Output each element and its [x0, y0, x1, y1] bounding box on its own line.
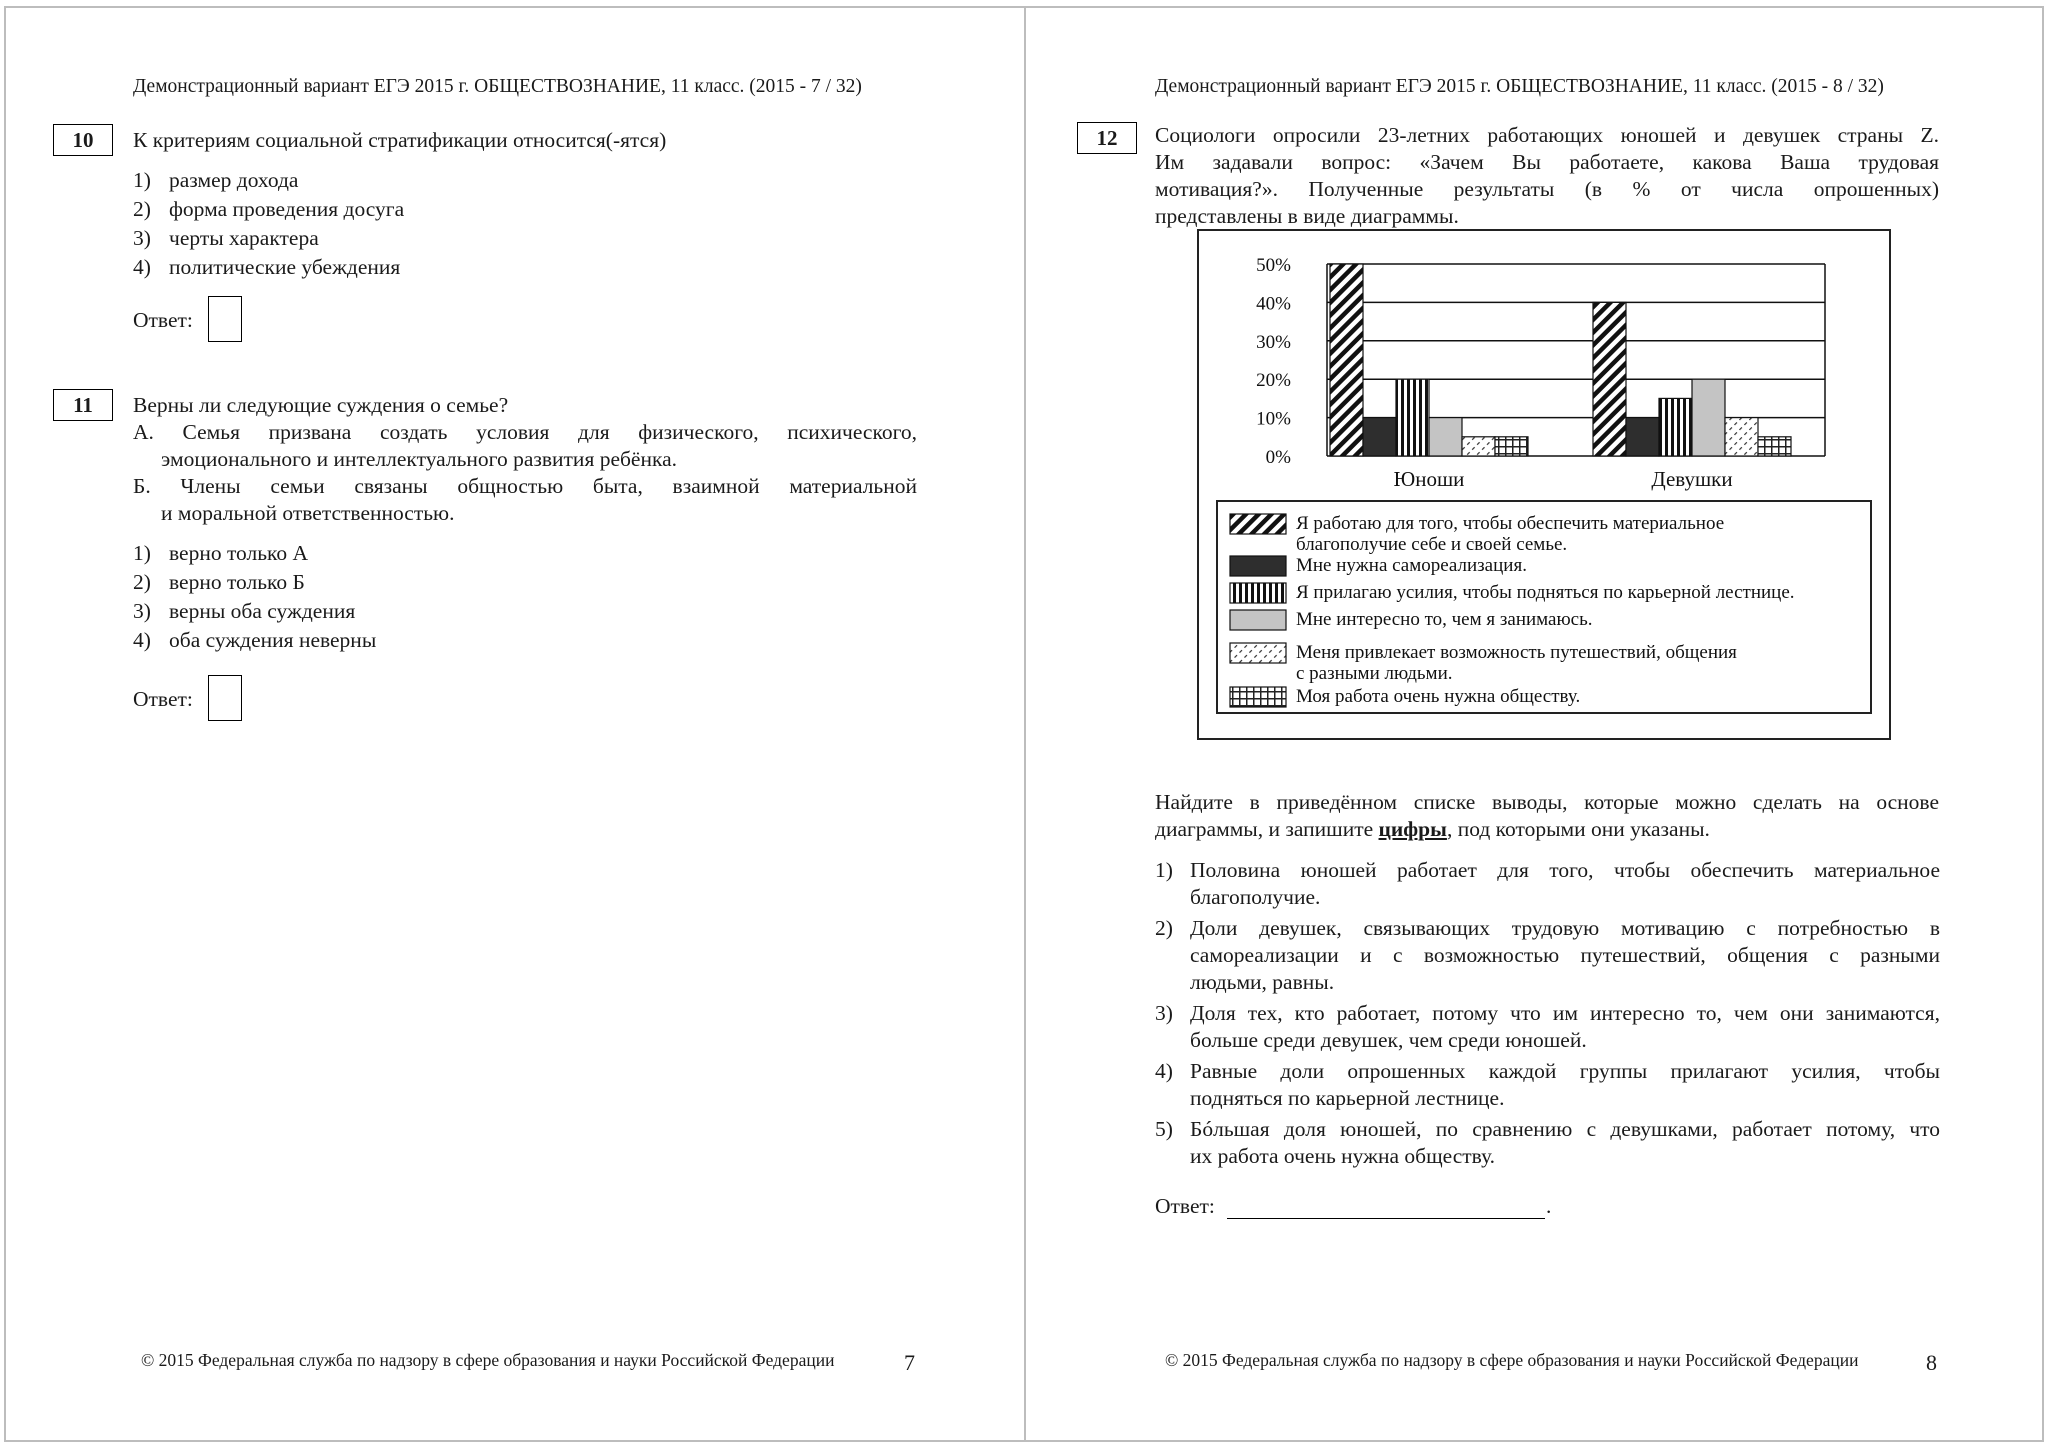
- option-item: 3) верны оба суждения: [133, 599, 356, 623]
- option-item: 2) верно только Б: [133, 570, 305, 594]
- digits-emphasis: цифры: [1378, 817, 1447, 841]
- legend-swatch: [1230, 556, 1286, 576]
- statement-text: Половина юношей работает для того, чтобы обеспечить материальное: [1190, 858, 1940, 882]
- legend-swatch: [1230, 514, 1286, 534]
- answer-line[interactable]: [1227, 1200, 1545, 1219]
- legend-label: Я прилагаю усилия, чтобы подняться по карьерной лестнице.: [1296, 582, 1795, 603]
- intro-line: Им задавали вопрос: «Зачем Вы работаете, какова Ваша трудовая: [1155, 150, 1939, 174]
- page-footer: © 2015 Федеральная служба по надзору в сфере образования и науки Российской Федерации: [141, 1350, 835, 1370]
- statement-number: 5): [1155, 1117, 1173, 1141]
- statement-number: 3): [1155, 1001, 1173, 1025]
- judgement-b: Б. Члены семьи связаны общностью быта, взаимной материальной: [133, 474, 917, 498]
- statement-number: 2): [1155, 916, 1173, 940]
- question-number-12: 12: [1077, 122, 1137, 154]
- bar: [1429, 418, 1462, 456]
- statement-text: больше среди девушек, чем среди юношей.: [1190, 1028, 1587, 1052]
- option-item: 4) оба суждения неверны: [133, 628, 377, 652]
- statement-text: Бóльшая доля юношей, по сравнению с девушками, работает потому, что: [1190, 1117, 1940, 1141]
- statement-text: Равные доли опрошенных каждой группы прилагают усилия, чтобы: [1190, 1059, 1940, 1083]
- bar: [1495, 437, 1528, 456]
- legend-swatch: [1230, 610, 1286, 630]
- answer-label: Ответ:: [1155, 1194, 1215, 1218]
- judgement-b-cont: и моральной ответственностью.: [161, 501, 455, 525]
- statement-text: людьми, равны.: [1190, 970, 1335, 994]
- option-item: 1) размер дохода: [133, 168, 299, 192]
- legend-label: Я работаю для того, чтобы обеспечить материальное: [1296, 513, 1725, 534]
- option-item: 2) форма проведения досуга: [133, 197, 405, 221]
- y-tick-label: 40%: [1256, 293, 1291, 315]
- statement-number: 4): [1155, 1059, 1173, 1083]
- legend-label: Моя работа очень нужна обществу.: [1296, 686, 1581, 707]
- answer-end: .: [1546, 1194, 1552, 1218]
- page-footer: © 2015 Федеральная служба по надзору в сфере образования и науки Российской Федерации: [1165, 1350, 1859, 1370]
- task-line: Найдите в приведённом списке выводы, которые можно сделать на основе: [1155, 790, 1939, 814]
- statement-text: Доля тех, кто работает, потому что им интересно то, чем они занимаются,: [1190, 1001, 1940, 1025]
- answer-box[interactable]: [208, 296, 242, 342]
- x-category-label: Девушки: [1651, 467, 1733, 491]
- question-text: К критериям социальной стратификации относится(-ятся): [133, 128, 667, 152]
- legend-swatch: [1230, 583, 1286, 603]
- legend-label: Меня привлекает возможность путешествий, общения: [1296, 642, 1737, 663]
- bar: [1659, 398, 1692, 456]
- page-header: Демонстрационный вариант ЕГЭ 2015 г. ОБЩЕСТВОЗНАНИЕ, 11 класс. (2015 - 7 / 32): [133, 76, 862, 97]
- intro-line: мотивация?». Полученные результаты (в % от числа опрошенных): [1155, 177, 1939, 201]
- page-number: 7: [904, 1350, 915, 1375]
- bar: [1725, 418, 1758, 456]
- statement-text: их работа очень нужна обществу.: [1190, 1144, 1496, 1168]
- legend-label: благополучие себе и своей семье.: [1296, 534, 1568, 555]
- y-tick-label: 10%: [1256, 408, 1291, 430]
- bar-chart: [1197, 229, 1891, 740]
- bar: [1363, 418, 1396, 456]
- bar: [1626, 418, 1659, 456]
- task-line: диаграммы, и запишите цифры, под которыми они указаны.: [1155, 817, 1710, 841]
- option-item: 1) верно только А: [133, 541, 309, 565]
- page-header: Демонстрационный вариант ЕГЭ 2015 г. ОБЩЕСТВОЗНАНИЕ, 11 класс. (2015 - 8 / 32): [1155, 76, 1884, 97]
- bar: [1758, 437, 1791, 456]
- option-item: 3) черты характера: [133, 226, 319, 250]
- question-number-11: 11: [53, 389, 113, 421]
- legend-swatch: [1230, 687, 1286, 707]
- y-tick-label: 50%: [1256, 255, 1291, 276]
- statement-text: благополучие.: [1190, 885, 1321, 909]
- intro-line: Социологи опросили 23-летних работающих юношей и девушек страны Z.: [1155, 123, 1939, 147]
- answer-box[interactable]: [208, 675, 242, 721]
- y-tick-label: 30%: [1256, 331, 1291, 353]
- page-number: 8: [1926, 1350, 1937, 1375]
- question-number-10: 10: [53, 124, 113, 156]
- bar: [1462, 437, 1495, 456]
- y-tick-label: 20%: [1256, 370, 1291, 392]
- bar: [1593, 302, 1626, 456]
- answer-label: Ответ:: [133, 687, 193, 711]
- statement-text: самореализации и с возможностью путешествий, общения с разными: [1190, 943, 1940, 967]
- legend-label: Мне интересно то, чем я занимаюсь.: [1296, 609, 1593, 630]
- legend-swatch: [1230, 643, 1286, 663]
- statement-text: Доли девушек, связывающих трудовую мотивацию с потребностью в: [1190, 916, 1940, 940]
- judgement-a: А. Семья призвана создать условия для физического, психического,: [133, 420, 917, 444]
- bar: [1396, 379, 1429, 456]
- y-tick-label: 0%: [1265, 447, 1291, 468]
- legend-label: с разными людьми.: [1296, 663, 1453, 684]
- answer-label: Ответ:: [133, 308, 193, 332]
- bar: [1692, 379, 1725, 456]
- statement-text: подняться по карьерной лестнице.: [1190, 1086, 1505, 1110]
- x-category-label: Юноши: [1393, 467, 1465, 491]
- bar: [1330, 264, 1363, 456]
- legend-label: Мне нужна самореализация.: [1296, 555, 1527, 576]
- intro-line: представлены в виде диаграммы.: [1155, 204, 1459, 228]
- judgement-a-cont: эмоционального и интеллектуального развития ребёнка.: [161, 447, 678, 471]
- question-text: Верны ли следующие суждения о семье?: [133, 393, 509, 417]
- option-item: 4) политические убеждения: [133, 255, 401, 279]
- statement-number: 1): [1155, 858, 1173, 882]
